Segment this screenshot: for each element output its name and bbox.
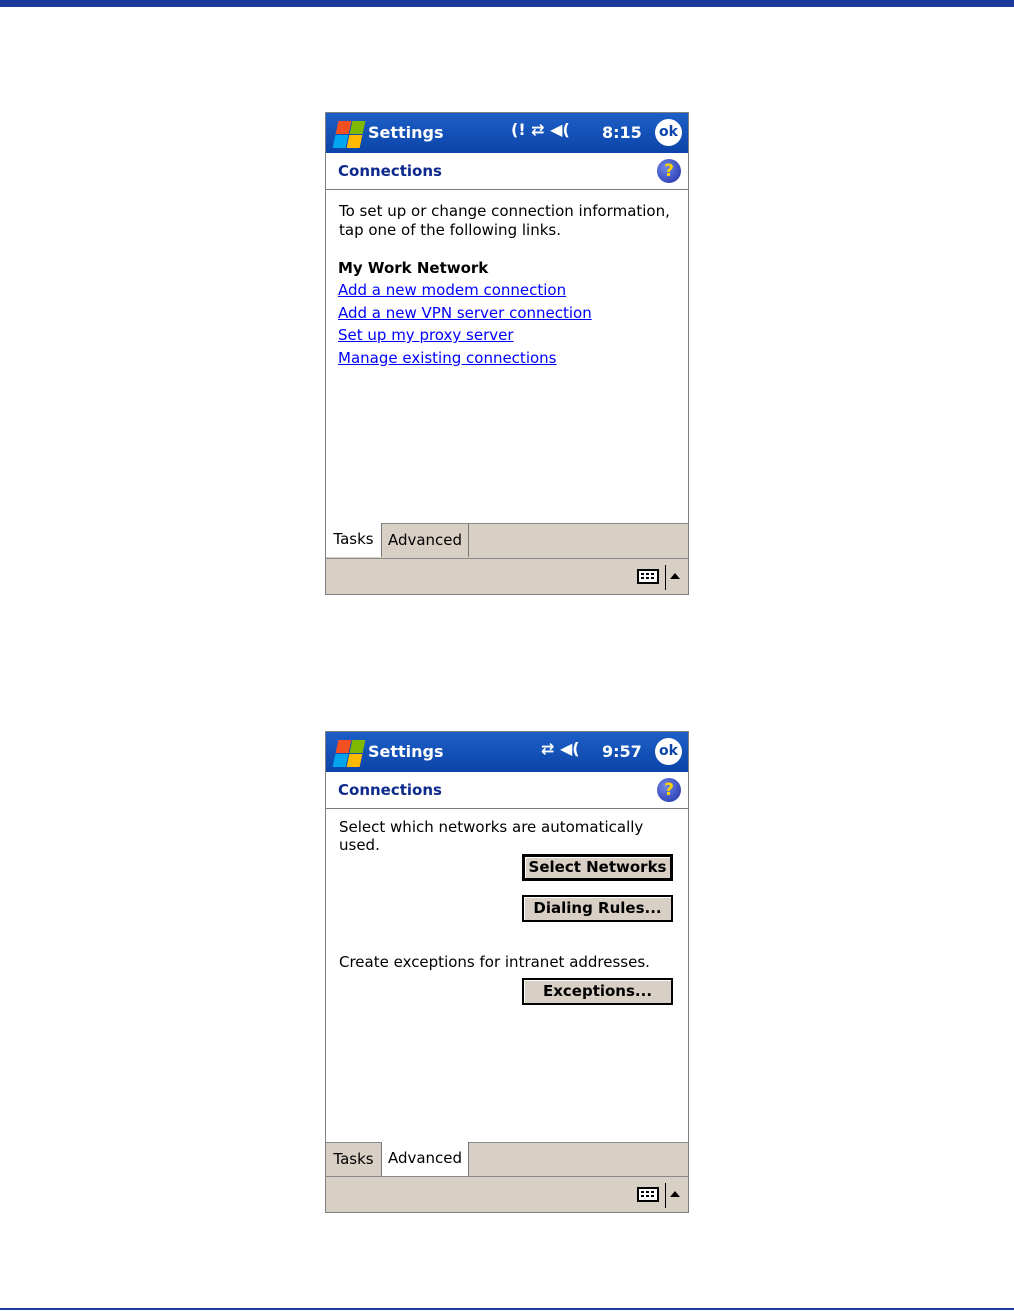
intro-text: To set up or change connection information, tap one of the following links. xyxy=(339,202,670,239)
ok-button[interactable]: ok xyxy=(655,119,682,146)
connections-advanced-screenshot xyxy=(325,731,689,1213)
clock[interactable]: 8:15 xyxy=(602,123,642,142)
page-title: Connections xyxy=(338,162,442,180)
sip-arrow-up-icon[interactable] xyxy=(670,573,680,579)
sip-divider xyxy=(665,565,666,590)
dialing-rules-button[interactable]: Dialing Rules... xyxy=(522,895,673,922)
tab-bar xyxy=(326,523,688,558)
link-setup-proxy-server[interactable]: Set up my proxy server xyxy=(338,326,514,344)
select-networks-button[interactable]: Select Networks xyxy=(522,854,673,881)
page-header xyxy=(326,772,688,809)
app-title[interactable]: Settings xyxy=(368,123,444,142)
page-bottom-rule xyxy=(0,1308,1014,1310)
networks-description: Select which networks are automatically used. xyxy=(339,818,644,854)
keyboard-icon[interactable] xyxy=(637,569,659,584)
task-links xyxy=(338,281,592,371)
tab-tasks[interactable]: Tasks xyxy=(326,1143,382,1176)
help-icon[interactable]: ? xyxy=(657,778,681,802)
windows-start-icon[interactable] xyxy=(328,115,364,151)
connections-tasks-screenshot xyxy=(325,112,689,595)
exceptions-button[interactable]: Exceptions... xyxy=(522,978,673,1005)
status-icons[interactable]: (! ⇄ ◀( xyxy=(511,120,570,139)
command-bar xyxy=(326,558,688,594)
page-header xyxy=(326,153,688,190)
link-add-vpn-connection[interactable]: Add a new VPN server connection xyxy=(338,303,592,322)
tab-advanced[interactable]: Advanced xyxy=(382,1142,469,1176)
page-top-rule xyxy=(0,0,1014,7)
app-title[interactable]: Settings xyxy=(368,742,444,761)
link-add-modem-connection[interactable]: Add a new modem connection xyxy=(338,281,567,299)
exceptions-description: Create exceptions for intranet addresses. xyxy=(339,953,650,971)
help-icon[interactable]: ? xyxy=(657,159,681,183)
link-manage-connections[interactable]: Manage existing connections xyxy=(338,348,557,367)
clock[interactable]: 9:57 xyxy=(602,742,642,761)
sip-arrow-up-icon[interactable] xyxy=(670,1191,680,1197)
keyboard-icon[interactable] xyxy=(637,1187,659,1202)
page-title: Connections xyxy=(338,781,442,799)
tab-bar xyxy=(326,1142,688,1177)
status-icons[interactable]: ⇄ ◀( xyxy=(541,739,580,758)
tab-advanced[interactable]: Advanced xyxy=(382,524,469,557)
title-bar xyxy=(326,113,688,153)
tab-tasks[interactable]: Tasks xyxy=(326,523,382,557)
section-title-my-work-network: My Work Network xyxy=(338,259,489,277)
ok-button[interactable]: ok xyxy=(655,738,682,765)
windows-start-icon[interactable] xyxy=(328,734,364,770)
sip-divider xyxy=(665,1183,666,1208)
command-bar xyxy=(326,1176,688,1212)
title-bar xyxy=(326,732,688,772)
